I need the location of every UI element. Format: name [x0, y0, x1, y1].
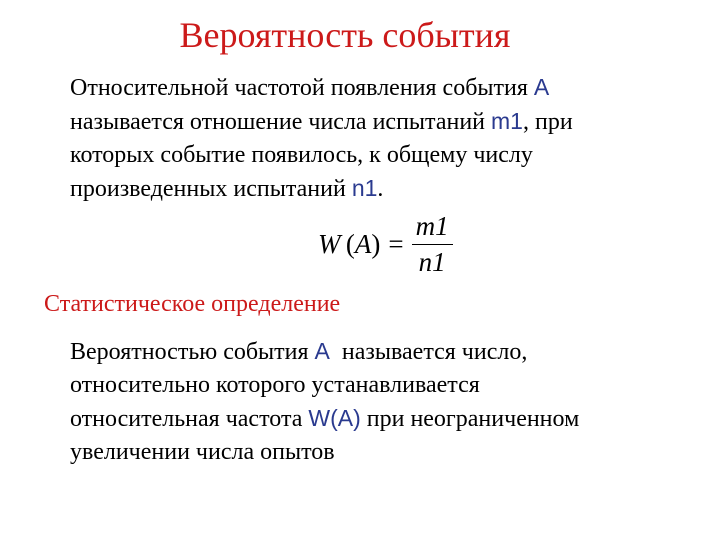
formula-numerator: m1	[415, 210, 449, 241]
statistical-definition-paragraph	[70, 335, 579, 469]
text-segment: которых событие появилось, к общему числу	[70, 142, 533, 168]
text-segment: произведенных испытаний	[70, 176, 352, 202]
formula-fraction	[412, 211, 453, 278]
formula-argument: A	[354, 228, 372, 259]
variable-n1: n1	[351, 175, 378, 201]
paragraph-line	[70, 71, 573, 105]
paragraph-line	[70, 369, 579, 402]
text-segment: называется число,	[329, 339, 528, 365]
variable-w-a: W(A)	[308, 405, 361, 431]
variable-a: A	[533, 74, 550, 100]
text-segment: Вероятностью события	[70, 339, 315, 365]
formula-function: W	[318, 228, 341, 259]
text-segment: Относительной частотой появления события	[70, 75, 534, 101]
slide-title: Вероятность события	[179, 15, 511, 55]
paragraph-line	[70, 402, 579, 436]
text-segment: .	[377, 176, 384, 202]
paragraph-line	[70, 105, 573, 139]
paragraph-line	[70, 172, 573, 206]
variable-a: A	[314, 338, 330, 364]
formula-equals: =	[388, 228, 404, 259]
text-segment: при неограниченном	[360, 406, 580, 432]
text-segment: увеличении числа опытов	[70, 439, 335, 465]
paragraph-line	[70, 436, 579, 469]
text-segment: , при	[522, 109, 573, 135]
text-segment: относительно которого устанавливается	[70, 372, 480, 398]
text-segment: относительная частота	[70, 406, 309, 432]
paragraph-line	[70, 139, 573, 172]
formula-open-paren: (	[340, 228, 355, 259]
variable-m1: m1	[491, 108, 523, 134]
formula-denominator: n1	[418, 246, 446, 277]
section-subtitle: Статистическое определение	[44, 291, 341, 317]
paragraph-line	[70, 335, 579, 369]
relative-frequency-formula	[318, 204, 453, 284]
definition-paragraph	[70, 71, 573, 206]
formula-close-paren: )	[371, 228, 381, 259]
text-segment: называется отношение числа испытаний	[70, 109, 492, 135]
